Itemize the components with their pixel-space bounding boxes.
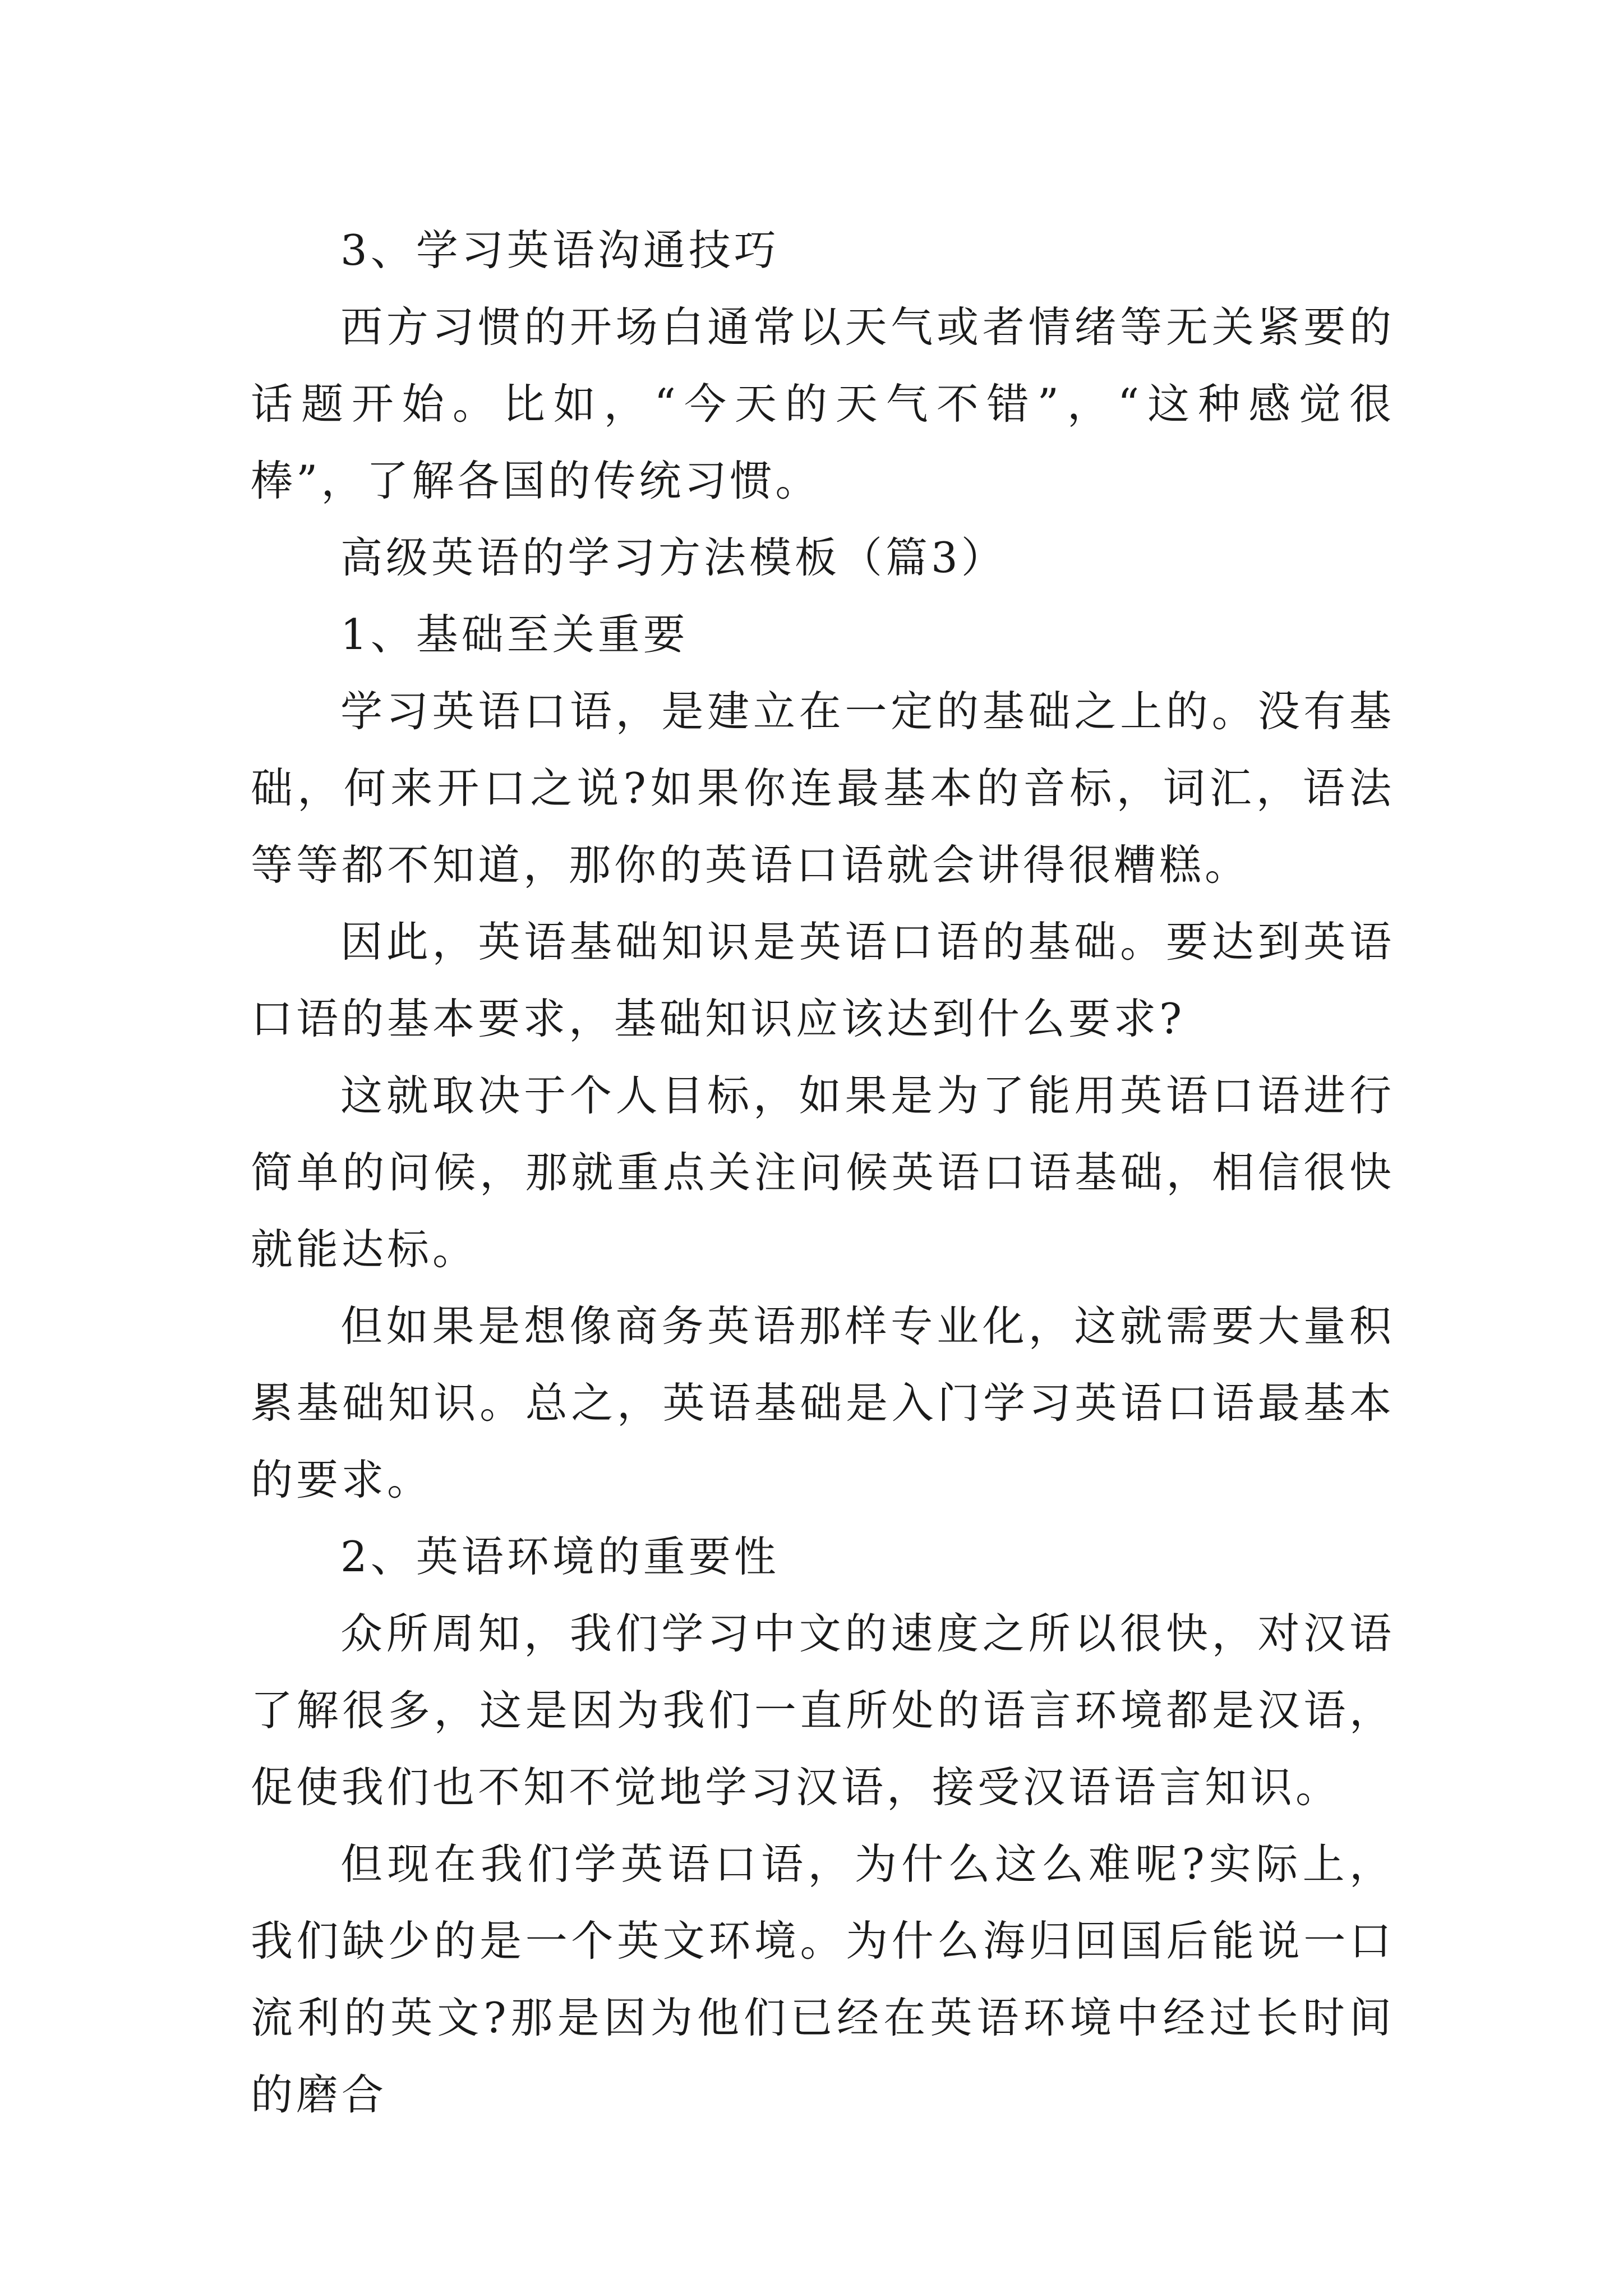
paragraph-english-environment: 但现在我们学英语口语，为什么这么难呢?实际上，我们缺少的是一个英文环境。为什么海归回国后能说一口流利的英文?那是因为他们已经在英语环境中经过长时间的磨合 [251,1839,1395,2119]
document-body [251,212,1395,2133]
article-subtitle: 高级英语的学习方法模板（篇3） [340,533,1007,582]
paragraph-personal-goals: 这就取决于个人目标，如果是为了能用英语口语进行简单的问候，那就重点关注问候英语口语基础，相信很快就能达标。 [251,1071,1395,1274]
section-heading-basics: 1、基础至关重要 [340,610,689,659]
paragraph-basics-foundation: 学习英语口语，是建立在一定的基础之上的。没有基础，何来开口之说?如果你连最基本的音标，词汇，语法等等都不知道，那你的英语口语就会讲得很糟糕。 [251,687,1395,890]
paragraph-chinese-environment: 众所周知，我们学习中文的速度之所以很快，对汉语了解很多，这是因为我们一直所处的语言环境都是汉语，促使我们也不知不觉地学习汉语，接受汉语语言知识。 [251,1609,1395,1812]
paragraph-western-openers: 西方习惯的开场白通常以天气或者情绪等无关紧要的话题开始。比如，“今天的天气不错”，“这种感觉很棒”，了解各国的传统习惯。 [251,302,1395,505]
paragraph-business-english: 但如果是想像商务英语那样专业化，这就需要大量积累基础知识。总之，英语基础是入门学习英语口语最基本的要求。 [251,1301,1395,1504]
paragraph-basics-requirement: 因此，英语基础知识是英语口语的基础。要达到英语口语的基本要求，基础知识应该达到什么要求? [251,917,1395,1043]
section-heading-communication-skills: 3、学习英语沟通技巧 [340,226,780,275]
section-heading-environment: 2、英语环境的重要性 [340,1532,780,1581]
